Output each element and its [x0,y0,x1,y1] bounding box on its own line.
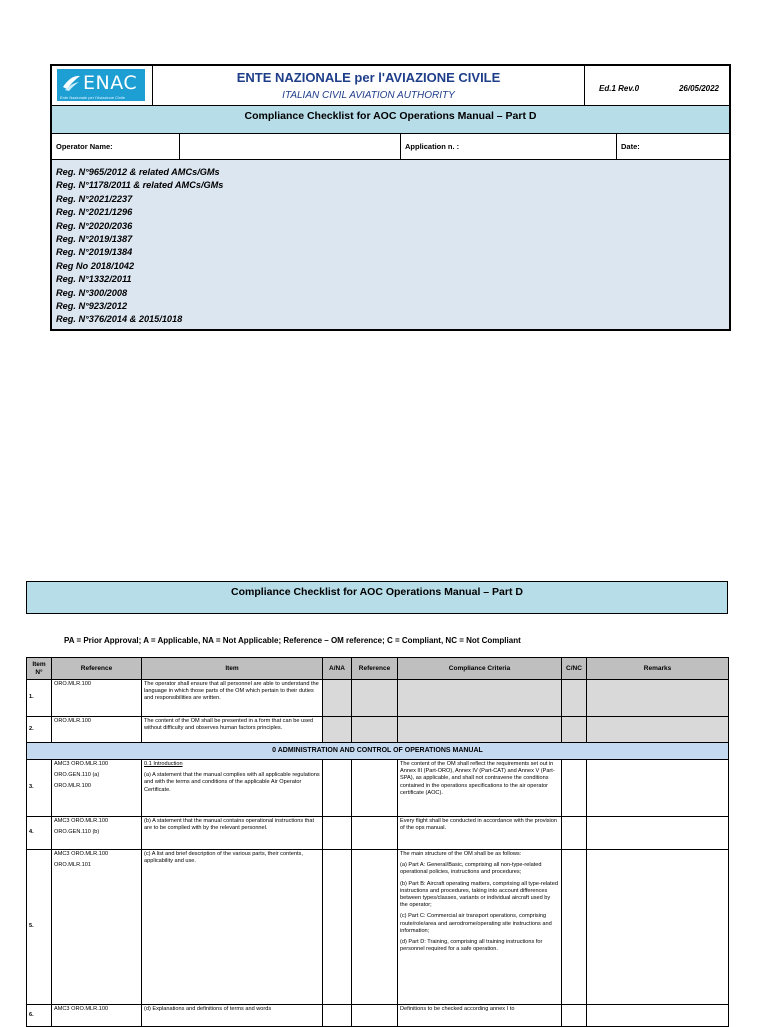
col-header-cnc: C/NC [562,658,587,680]
reference-text: ORO.MLR.100 [54,718,91,724]
table-row [27,850,729,1005]
regulations-list [52,160,729,329]
om-reference-cell[interactable] [352,760,398,817]
logo-subtext: Ente Nazionale per l'Aviazione Civile [60,95,125,100]
remarks-cell[interactable] [587,850,729,1005]
reference-cell [52,717,142,743]
item-number: 1. [27,680,52,717]
col-header-remarks: Remarks [587,658,729,680]
regulation-item: Reg. N°300/2008 [56,287,128,298]
ana-cell[interactable] [323,760,352,817]
authority-title: ENTE NAZIONALE per l'AVIAZIONE CIVILE [236,70,501,85]
table-row [27,717,729,743]
logo-text: ENAC [83,72,138,94]
legend-text: PA = Prior Approval; A = Applicable, NA = Not Applicable; Reference – OM reference; C = Compliant, NC = Not Compliant [64,636,521,645]
regulation-item: Reg. N°2019/1387 [56,234,133,245]
table-header-row [27,658,729,680]
om-reference-cell[interactable] [352,850,398,1005]
edition-cell [585,66,729,105]
criteria-text: Every flight shall be conducted in accordance with the provision of the ops manual. [398,817,562,850]
cnc-cell[interactable] [562,760,587,817]
cnc-cell[interactable] [562,680,587,717]
reference-text: ORO.GEN.110 (b) [54,829,100,836]
cnc-cell[interactable] [562,1005,587,1027]
item-text: (b) A statement that the manual contains operational instructions that are to be complied with by the relevant personnel. [142,817,323,850]
cnc-cell[interactable] [562,717,587,743]
edition-label: Ed.1 Rev.0 [599,84,640,93]
criteria-text: (d) Part D: Training, comprising all training instructions for personnel required for a safe operation. [400,939,543,953]
remarks-cell[interactable] [587,817,729,850]
col-header-item-no: Item N° [27,658,52,680]
reference-cell [52,760,142,817]
checklist-title: Compliance Checklist for AOC Operations Manual – Part D [52,106,729,134]
criteria-cell [398,717,562,743]
item-text: (a) A statement that the manual complies with all applicable regulations and with the terms and conditions of the applicable Air Operator Certificate. [144,772,320,793]
ana-cell[interactable] [323,850,352,1005]
item-number: 5. [27,850,52,1005]
regulation-item: Reg. N°923/2012 [56,301,128,312]
ana-cell[interactable] [323,717,352,743]
section-heading: 0 ADMINISTRATION AND CONTROL OF OPERATIONS MANUAL [27,743,729,760]
document-header [50,64,731,331]
col-header-ana: A/NA [323,658,352,680]
om-reference-cell[interactable] [352,717,398,743]
title-cell [153,66,585,105]
reference-cell [52,850,142,1005]
criteria-text: (a) Part A: General/Basic, comprising all non-type-related operational policies, instructions and procedures; [400,862,542,876]
om-reference-cell[interactable] [352,680,398,717]
reference-text: AMC3 ORO.MLR.100 [54,761,109,767]
reference-cell [52,680,142,717]
remarks-cell[interactable] [587,1005,729,1027]
col-header-criteria: Compliance Criteria [398,658,562,680]
item-text: The operator shall ensure that all personnel are able to understand the language in which those parts of the OM which pertain to their duties and responsibilities are written. [142,680,323,717]
item-heading: 0.1 Introduction [144,761,183,767]
table-row [27,680,729,717]
cnc-cell[interactable] [562,850,587,1005]
reference-text: ORO.MLR.101 [54,862,91,869]
om-reference-cell[interactable] [352,817,398,850]
criteria-text: The content of the OM shall reflect the requirements set out in Annex III (Part-ORO), Annex IV (Part-CAT) and Annex V (Part-SPA), as applicable, and shall not contravene the conditions contained in the operations specifications to the air operator certificate (AOC). [398,760,562,817]
regulation-item: Reg. N°2021/2237 [56,193,133,204]
ana-cell[interactable] [323,1005,352,1027]
remarks-cell[interactable] [587,717,729,743]
criteria-cell [398,680,562,717]
col-header-item: Item [142,658,323,680]
item-text: The content of the OM shall be presented in a form that can be used without difficulty and observes human factors principles. [142,717,323,743]
reference-text: AMC3 ORO.MLR.100 [54,851,109,857]
operator-name-label: Operator Name: [52,134,180,159]
criteria-text: (b) Part B: Aircraft operating matters, comprising all type-related instructions and procedures, taking into account differences between types/classes, variants or individual aircraft used by the operator; [400,880,558,909]
operator-row [52,134,729,160]
item-text: (c) A list and brief description of the various parts, their contents, applicability and use. [142,850,323,1005]
enac-logo-mark-icon [61,73,81,93]
reference-text: AMC3 ORO.MLR.100 [54,1006,109,1012]
criteria-text: (c) Part C: Commercial air transport operations, comprising route/role/area and aerodrome/operating site instructions and information; [400,913,552,934]
reference-text: ORO.GEN.110 (a) [54,772,100,779]
date-label: Date: [621,142,640,151]
item-number: 4. [27,817,52,850]
regulation-item: Reg. N°965/2012 & related AMCs/GMs [56,167,220,177]
criteria-cell [398,850,562,1005]
item-number: 6. [27,1005,52,1027]
table-row [27,1005,729,1027]
regulation-item: Reg. N°376/2014 & 2015/1018 [56,314,183,325]
item-number: 3. [27,760,52,817]
operator-name-field[interactable] [180,134,401,159]
application-number-label: Application n. : [401,134,617,159]
section-title: Compliance Checklist for AOC Operations Manual – Part D [26,581,728,614]
criteria-text: Definitions to be checked according annex I to [398,1005,562,1027]
reference-text: ORO.MLR.100 [54,681,91,687]
section-row [27,743,729,760]
cnc-cell[interactable] [562,817,587,850]
reference-text: AMC3 ORO.MLR.100 [54,818,109,824]
item-number: 2. [27,717,52,743]
criteria-text: The main structure of the OM shall be as follows: [400,851,522,857]
col-header-reference: Reference [52,658,142,680]
om-reference-cell[interactable] [352,1005,398,1027]
col-header-om-reference: Reference [352,658,398,680]
item-cell [142,760,323,817]
ana-cell[interactable] [323,680,352,717]
regulation-item: Reg. N°1178/2011 & related AMCs/GMs [56,180,224,191]
logo-cell [52,66,153,105]
header-top-row [52,66,729,106]
regulation-item: Reg. N°2019/1384 [56,247,133,258]
reference-cell [52,1005,142,1027]
regulation-item: Reg. N°2020/2036 [56,220,133,231]
reference-cell [52,817,142,850]
authority-subtitle: ITALIAN CIVIL AVIATION AUTHORITY [282,90,455,101]
regulation-item: Reg No 2018/1042 [56,260,135,271]
regulation-item: Reg. N°1332/2011 [56,274,132,285]
ana-cell[interactable] [323,817,352,850]
item-text: (d) Explanations and definitions of terms and words [142,1005,323,1027]
table-row [27,760,729,817]
edition-date: 26/05/2022 [678,84,719,93]
regulation-item: Reg. N°2021/1296 [56,207,133,218]
enac-logo [57,69,145,101]
remarks-cell[interactable] [587,760,729,817]
remarks-cell[interactable] [587,680,729,717]
table-row [27,817,729,850]
reference-text: ORO.MLR.100 [54,783,91,790]
compliance-table [26,657,729,1027]
